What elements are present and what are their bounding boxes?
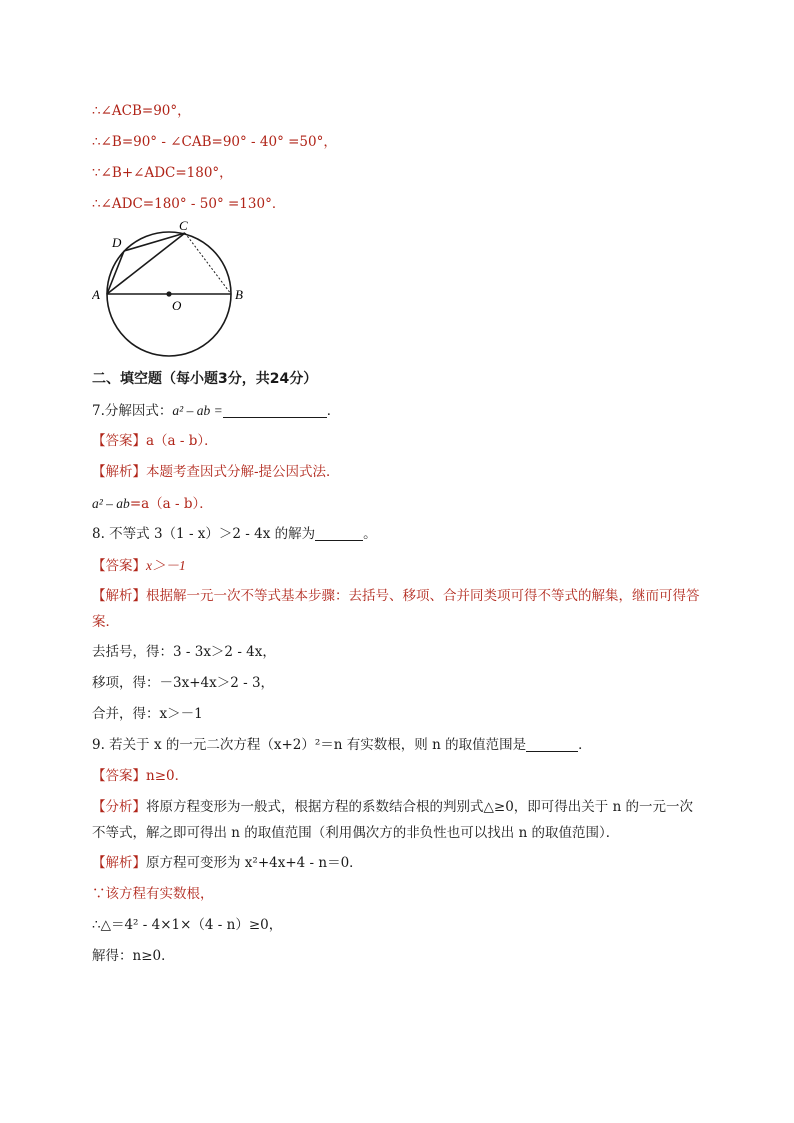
fenxi-tag: 【分析】 <box>92 799 146 815</box>
question-7 <box>92 395 712 426</box>
label-o: O <box>172 298 182 313</box>
q8-answer: x＞－1 <box>146 558 186 573</box>
answer-tag: 【答案】 <box>92 768 146 784</box>
q9-answer-line <box>92 761 712 792</box>
proof-line: ∴∠ADC=180° - 50° =130°． <box>92 196 286 212</box>
q9-step: 解得：n≥0． <box>92 948 175 964</box>
q9-step: ∴△＝4² - 4×1×（4 - n）≥0， <box>92 917 283 933</box>
q8-step: 移项，得：－3x+4x＞2 - 3， <box>92 675 275 691</box>
q7-analysis: 本题考查因式分解-提公因式法． <box>146 464 340 480</box>
q9-number: 9. <box>92 737 105 753</box>
chord-dc <box>124 233 185 251</box>
label-c: C <box>179 220 188 233</box>
chord-cb-dotted <box>185 233 231 294</box>
q7-analysis-line <box>92 457 712 488</box>
q7-prompt: 分解因式： <box>104 403 173 419</box>
q8-number: 8. <box>92 526 105 542</box>
q8-answer-line <box>92 550 712 581</box>
q9-analysis-line <box>92 848 712 879</box>
q7-work-result: =a（a - b）． <box>129 496 213 512</box>
document-page <box>92 96 712 972</box>
question-8 <box>92 519 712 550</box>
center-point <box>166 291 171 296</box>
analysis-tag: 【解析】 <box>92 464 146 480</box>
analysis-tag: 【解析】 <box>92 855 146 871</box>
circle-diagram <box>92 220 712 360</box>
q9-fenxi-line <box>92 792 702 848</box>
label-d: D <box>112 235 122 250</box>
proof-line: ∴∠ACB=90°， <box>92 103 191 119</box>
label-b: B <box>235 287 243 302</box>
q9-prompt: 若关于 x 的一元二次方程（x+2）²＝n 有实数根，则 n 的取值范围是 <box>104 737 527 753</box>
answer-tag: 【答案】 <box>92 558 146 574</box>
q9-step: ∵该方程有实数根， <box>92 886 214 902</box>
q8-blank <box>315 526 363 541</box>
q7-end: ． <box>326 403 341 419</box>
q7-number: 7. <box>92 403 105 419</box>
q9-blank <box>526 737 578 752</box>
label-a: A <box>92 287 100 302</box>
q7-expr: a² – ab = <box>172 403 223 418</box>
q7-work-line <box>92 488 712 519</box>
answer-tag: 【答案】 <box>92 433 146 449</box>
q8-prompt: 不等式 3（1 - x）＞2 - 4x 的解为 <box>104 526 316 542</box>
q8-analysis-line <box>92 581 702 637</box>
q9-fenxi: 将原方程变形为一般式，根据方程的系数结合根的判别式△≥0，即可得出关于 n 的一元一次不等式，解之即可得出 n 的取值范围（利用偶次方的非负性也可以找出 n 的取值范围）． <box>92 799 694 841</box>
q7-blank <box>223 403 327 418</box>
q8-step: 去括号，得：3 - 3x＞2 - 4x， <box>92 644 276 660</box>
question-9 <box>92 730 712 761</box>
q8-step: 合并，得：x＞－1 <box>92 706 203 722</box>
q7-answer: a（a - b）． <box>146 433 218 449</box>
proof-line: ∵∠B+∠ADC=180°， <box>92 165 233 181</box>
section-heading: 二、填空题（每小题3分，共24分） <box>92 371 318 387</box>
analysis-tag: 【解析】 <box>92 588 146 604</box>
proof-line: ∴∠B=90° - ∠CAB=90° - 40° =50°， <box>92 134 337 150</box>
q8-analysis: 根据解一元一次不等式基本步骤：去括号、移项、合并同类项可得不等式的解集，继而可得答案． <box>92 588 700 630</box>
circle-svg <box>92 220 272 360</box>
q9-answer: n≥0． <box>146 768 189 784</box>
q7-work-expr: a² – ab <box>92 496 130 511</box>
q8-end: 。 <box>363 526 377 542</box>
q9-analysis: 原方程可变形为 x²+4x+4 - n＝0． <box>146 855 363 871</box>
q9-end: ． <box>578 737 592 753</box>
q7-answer-line <box>92 426 712 457</box>
